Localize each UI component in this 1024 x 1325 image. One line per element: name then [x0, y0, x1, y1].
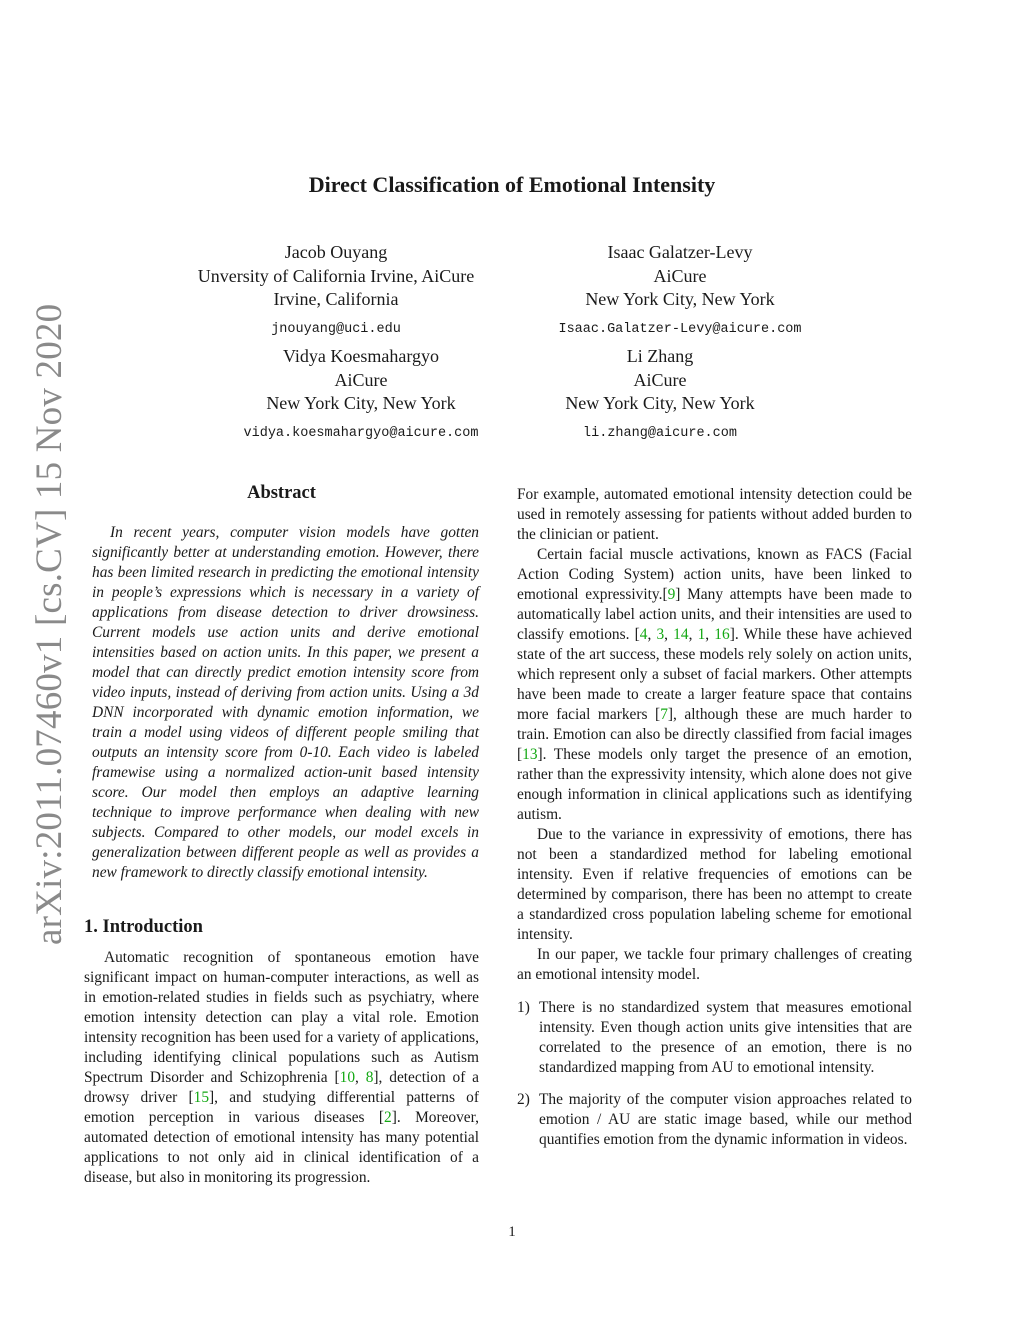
body-text: ]. Moreover, automated detection of emotional intensity has many potential applications to not only aid in clinical identification of a disease, but also in monitoring its progression. [84, 1109, 479, 1186]
author-affiliation: AiCure [653, 265, 707, 286]
citation-link[interactable]: 9 [667, 586, 676, 603]
body-text: ], and studying differential patterns of emotion perception in various diseases [ [84, 1089, 479, 1126]
author-block [470, 241, 890, 341]
citation-link[interactable]: 4 [639, 626, 648, 643]
citation-link[interactable]: 1 [697, 626, 706, 643]
citation-link[interactable]: 16 [714, 626, 730, 643]
body-paragraph: For example, automated emotional intensity detection could be used in remotely assessing for patients without added burden to the clinician or patient. [517, 486, 912, 543]
citation-link[interactable]: 3 [656, 626, 665, 643]
author-affiliation: AiCure [334, 369, 388, 390]
author-block [450, 345, 870, 445]
author-name: Jacob Ouyang [284, 242, 388, 262]
author-email: jnouyang@uci.edu [271, 321, 401, 337]
right-column [517, 485, 912, 1162]
author-email: vidya.koesmahargyo@aicure.com [243, 425, 479, 441]
body-text: ]. These models only target the presence of an emotion, rather than the expressivity intensity, which alone does not give enough information in clinical applications such as identifying autism. [517, 746, 912, 823]
author-location: New York City, New York [565, 393, 755, 413]
body-paragraph [517, 545, 912, 825]
page-number: 1 [508, 1224, 516, 1240]
body-text: , [688, 626, 698, 643]
body-text: , [647, 626, 657, 643]
intro-paragraph [84, 948, 479, 1188]
author-affiliation: AiCure [633, 369, 687, 390]
citation-link[interactable]: 15 [193, 1089, 210, 1106]
author-name: Li Zhang [626, 346, 694, 366]
citation-link[interactable]: 14 [673, 626, 689, 643]
challenge-list [517, 998, 912, 1150]
left-column [84, 483, 479, 1188]
author-location: Irvine, California [273, 289, 399, 309]
citation-link[interactable]: 10 [339, 1069, 356, 1086]
list-item-number: 2) [517, 1091, 530, 1108]
arxiv-stamp: arXiv:2011.07460v1 [cs.CV] 15 Nov 2020 [29, 303, 70, 945]
list-item-number: 1) [517, 999, 530, 1016]
body-text: ] Many attempts have been made to automatically label action units, and their intensities are used to classify emotions. [ [517, 586, 913, 643]
citation-link[interactable]: 8 [365, 1069, 374, 1086]
author-email: li.zhang@aicure.com [583, 425, 737, 441]
abstract-text: In recent years, computer vision models have gotten significantly better at understanding emotion. However, there has been limited research in predicting the emotional intensity in people’s expressions which is necessary in a variety of applications from disease detection to driver drowsiness. Current models use action units and derive emotional intensities based on action units. In this paper, we present a model that can directly predict emotion intensity score from video inputs, instead of deriving from action units. Using a 3d DNN incorporated with dynamic emotion information, we train a model using videos of different people smiling that outputs an intensity score from 0-10. Each video is labeled framewise using a normalized action-unit based intensity score. Our model then employs an adaptive learning technique to improve performance when dealing with new subjects. Compared to other models, our model excels in generalization between different people as well as provides a new framework to directly classify emotional intensity. [92, 524, 479, 881]
list-item-text: The majority of the computer vision approaches related to emotion / AU are static image based, while our method quantifies emotion from the dynamic information in videos. [539, 1091, 912, 1148]
citation-link[interactable]: 13 [522, 746, 538, 763]
author-affiliation: Unversity of California Irvine, AiCure [197, 265, 475, 286]
author-name: Vidya Koesmahargyo [282, 346, 440, 366]
body-paragraph: In our paper, we tackle four primary challenges of creating an emotional intensity model. [517, 946, 912, 983]
author-location: New York City, New York [266, 393, 456, 413]
body-text: , [664, 626, 674, 643]
body-text: ], although these are much harder to train. Emotion can also be directly classified from facial images [ [517, 706, 912, 763]
body-text: , [705, 626, 715, 643]
list-item [517, 998, 912, 1078]
body-paragraph: Due to the variance in expressivity of emotions, there has not been a standardized method for labeling emotional intensity. Even if relative frequencies of emotions can be determined by comparison, there has been no attempt to create a standardized cross population labeling scheme for emotional intensity. [517, 826, 912, 943]
body-text: , [355, 1069, 366, 1086]
body-text: Certain facial muscle activations, known as FACS (Facial Action Coding System) action units, have been linked to emotional expressivity.[ [517, 546, 912, 603]
author-name: Isaac Galatzer-Levy [607, 242, 753, 262]
body-text: ], detection of a drowsy driver [ [84, 1069, 479, 1106]
list-item [517, 1090, 912, 1150]
author-email: Isaac.Galatzer-Levy@aicure.com [558, 321, 802, 337]
body-text: ]. While these have achieved state of the art success, these models rely solely on action units, which represent only a subset of facial markers. Other attempts have been made to create a larger feature space that contains more facial markers [ [517, 626, 912, 723]
list-item-text: There is no standardized system that measures emotional intensity. Even though action units give intensities that are correlated to the presence of an emotion, there is no standardized mapping from AU to emotional intensity. [539, 999, 912, 1076]
body-text: Automatic recognition of spontaneous emotion have significant impact on human-computer interactions, as well as in emotion-related studies in fields such as psychiatry, where emotion intensity detection can play a vital role. Emotion intensity recognition has been used for a variety of applications, including identifying clinical populations such as Autism Spectrum Disorder and Schizophrenia [ [84, 949, 479, 1086]
introduction-heading: 1. Introduction [84, 917, 203, 937]
citation-link[interactable]: 7 [660, 706, 668, 723]
citation-link[interactable]: 2 [384, 1109, 392, 1126]
paper-title: Direct Classification of Emotional Intensity [308, 172, 716, 197]
author-location: New York City, New York [585, 289, 775, 309]
abstract-heading: Abstract [247, 483, 316, 503]
